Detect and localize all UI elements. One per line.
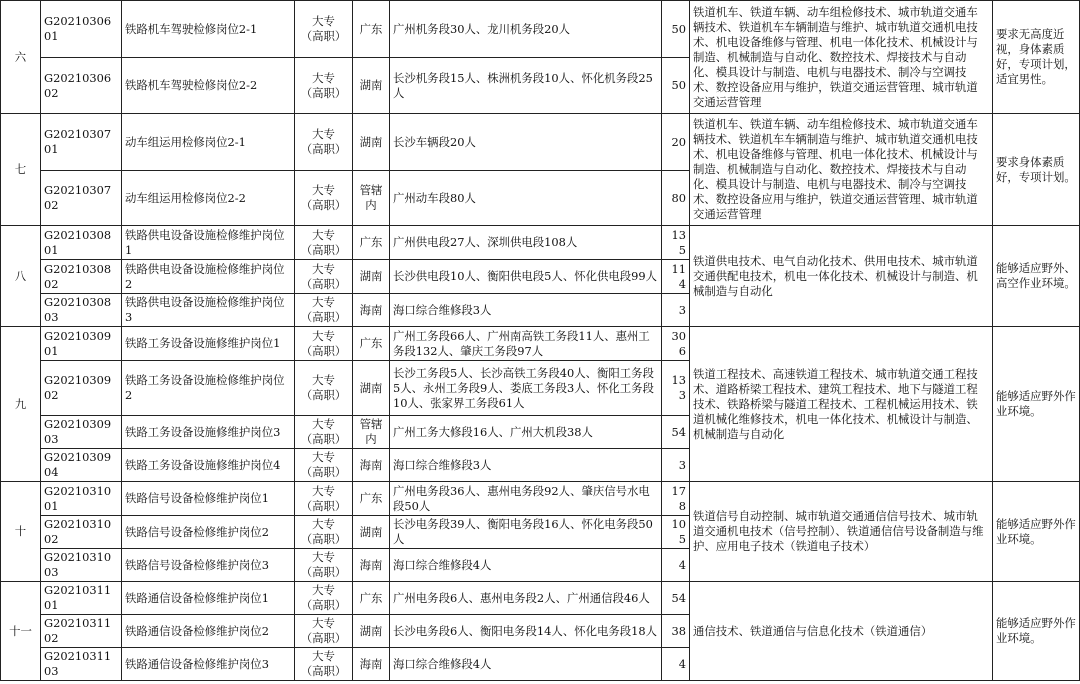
majors-cell: 铁道供电技术、电气自动化技术、供用电技术、城市轨道交通供配电技术，机电一体化技术、机械设计与制造、机械制造与自动化 bbox=[690, 226, 993, 327]
education-line: （高职） bbox=[300, 432, 347, 446]
majors-cell: 铁道机车、铁道车辆、动车组检修技术、城市轨道交通车辆技术、铁道机车车辆制造与维护、城市轨道交通机电技术、机电设备维修与管理、机电一体化技术、机械设计与制造、机械制造与自动化、数控技术、焊接技术与自动化、模具设计与制造、电机与电器技术、制冷与空调技术、数控设备应用与维护，铁道交通运营管理、城市轨道交通运营管理 bbox=[690, 1, 993, 114]
education-line: （高职） bbox=[300, 242, 347, 257]
majors-cell: 铁道机车、铁道车辆、动车组检修技术、城市轨道交通车辆技术、铁道机车车辆制造与维护、城市轨道交通机电技术、机电设备维修与管理、机电一体化技术、机械设计与制造、机械制造与自动化、数控技术、焊接技术与自动化、模具设计与制造、电机与电器技术、制冷与空调技术、数控设备应用与维护，铁道交通运营管理、城市轨道交通运营管理 bbox=[690, 114, 993, 226]
position-code-cell: G2021030904 bbox=[41, 449, 122, 482]
position-code-cell: G2021031101 bbox=[41, 582, 122, 615]
units-cell: 长沙供电段10人、衡阳供电段5人、怀化供电段99人 bbox=[390, 260, 662, 294]
education-line: （高职） bbox=[300, 343, 347, 358]
education-line: 大专 bbox=[312, 450, 335, 464]
units-cell: 长沙电务段39人、衡阳电务段16人、怀化电务段50人 bbox=[390, 516, 662, 549]
education-cell bbox=[295, 361, 353, 416]
position-code-cell: G2021030803 bbox=[41, 294, 122, 327]
position-code-cell: G2021030602 bbox=[41, 58, 122, 114]
education-cell bbox=[295, 582, 353, 615]
headcount-cell: 80 bbox=[662, 171, 690, 226]
requirement-cell: 要求身体素质好，专项计划。 bbox=[993, 114, 1080, 226]
education-cell bbox=[295, 1, 353, 58]
education-line: 大专 bbox=[312, 127, 335, 141]
units-cell: 长沙机务段15人、株洲机务段10人、怀化机务段25人 bbox=[390, 58, 662, 114]
headcount-cell: 135 bbox=[662, 226, 690, 260]
region-cell: 广东 bbox=[353, 1, 390, 58]
education-line: （高职） bbox=[300, 465, 347, 479]
units-cell: 海口综合维修段3人 bbox=[390, 294, 662, 327]
requirement-cell: 能够适应野外作业环境。 bbox=[993, 582, 1080, 681]
headcount-cell: 50 bbox=[662, 1, 690, 58]
units-cell: 广州机务段30人、龙川机务段20人 bbox=[390, 1, 662, 58]
region-cell: 广东 bbox=[353, 582, 390, 615]
education-line: 大专 bbox=[312, 14, 335, 28]
table-row bbox=[1, 482, 1080, 516]
headcount-cell: 4 bbox=[662, 648, 690, 681]
headcount-cell: 306 bbox=[662, 327, 690, 361]
education-line: （高职） bbox=[300, 276, 347, 291]
headcount-cell: 4 bbox=[662, 549, 690, 582]
position-code-cell: G2021030902 bbox=[41, 361, 122, 416]
education-line: （高职） bbox=[300, 598, 347, 612]
units-cell: 广州工务大修段16人、广州大机段38人 bbox=[390, 416, 662, 449]
position-name-cell: 铁路信号设备检修维护岗位2 bbox=[122, 516, 295, 549]
table-row bbox=[1, 327, 1080, 361]
education-cell bbox=[295, 416, 353, 449]
units-cell: 海口综合维修段3人 bbox=[390, 449, 662, 482]
position-code-cell: G2021030802 bbox=[41, 260, 122, 294]
units-cell: 海口综合维修段4人 bbox=[390, 648, 662, 681]
region-cell: 管辖内 bbox=[353, 171, 390, 226]
position-name-cell: 铁路供电设备设施检修维护岗位1 bbox=[122, 226, 295, 260]
position-code-cell: G2021030702 bbox=[41, 171, 122, 226]
region-cell: 广东 bbox=[353, 482, 390, 516]
position-code-cell: G2021030801 bbox=[41, 226, 122, 260]
units-cell: 长沙工务段5人、长沙高铁工务段40人、衡阳工务段5人、永州工务段9人、娄底工务段3人、怀化工务段10人、张家界工务段61人 bbox=[390, 361, 662, 416]
group-label-cell: 六 bbox=[1, 1, 41, 114]
position-code-cell: G2021031001 bbox=[41, 482, 122, 516]
position-code-cell: G2021030701 bbox=[41, 114, 122, 171]
education-cell bbox=[295, 516, 353, 549]
education-line: （高职） bbox=[300, 532, 347, 546]
headcount-cell: 3 bbox=[662, 449, 690, 482]
education-line: 大专 bbox=[312, 517, 335, 531]
headcount-cell: 54 bbox=[662, 416, 690, 449]
headcount-cell: 54 bbox=[662, 582, 690, 615]
education-line: （高职） bbox=[300, 388, 347, 402]
education-cell bbox=[295, 648, 353, 681]
education-line: 大专 bbox=[312, 70, 335, 85]
position-code-cell: G2021031102 bbox=[41, 615, 122, 648]
education-line: 大专 bbox=[312, 417, 335, 431]
position-code-cell: G2021031002 bbox=[41, 516, 122, 549]
education-cell bbox=[295, 294, 353, 327]
requirement-cell: 能够适应野外、高空作业环境。 bbox=[993, 226, 1080, 327]
region-cell: 海南 bbox=[353, 449, 390, 482]
position-name-cell: 铁路通信设备检修维护岗位3 bbox=[122, 648, 295, 681]
education-line: （高职） bbox=[300, 142, 347, 156]
position-name-cell: 铁路供电设备设施检修维护岗位3 bbox=[122, 294, 295, 327]
region-cell: 湖南 bbox=[353, 260, 390, 294]
majors-cell: 通信技术、铁道通信与信息化技术（铁道通信） bbox=[690, 582, 993, 681]
education-line: 大专 bbox=[312, 616, 335, 630]
table-row bbox=[1, 582, 1080, 615]
position-name-cell: 铁路机车驾驶检修岗位2-1 bbox=[122, 1, 295, 58]
units-cell: 长沙车辆段20人 bbox=[390, 114, 662, 171]
position-name-cell: 铁路工务设备设施修维护岗位1 bbox=[122, 327, 295, 361]
region-cell: 湖南 bbox=[353, 516, 390, 549]
position-name-cell: 铁路供电设备设施检修维护岗位2 bbox=[122, 260, 295, 294]
headcount-cell: 50 bbox=[662, 58, 690, 114]
headcount-cell: 20 bbox=[662, 114, 690, 171]
region-cell: 广东 bbox=[353, 226, 390, 260]
headcount-cell: 105 bbox=[662, 516, 690, 549]
education-line: 大专 bbox=[312, 261, 335, 276]
group-label-cell: 十 bbox=[1, 482, 41, 582]
region-cell: 海南 bbox=[353, 549, 390, 582]
education-line: （高职） bbox=[300, 498, 347, 513]
education-line: （高职） bbox=[300, 29, 347, 43]
position-code-cell: G2021030601 bbox=[41, 1, 122, 58]
education-line: （高职） bbox=[300, 198, 347, 212]
headcount-cell: 178 bbox=[662, 482, 690, 516]
position-name-cell: 铁路通信设备检修维护岗位2 bbox=[122, 615, 295, 648]
region-cell: 广东 bbox=[353, 327, 390, 361]
education-line: （高职） bbox=[300, 664, 347, 678]
education-line: 大专 bbox=[312, 583, 335, 597]
education-line: 大专 bbox=[312, 227, 335, 242]
education-line: 大专 bbox=[312, 295, 335, 309]
units-cell: 广州工务段66人、广州南高铁工务段11人、惠州工务段132人、肇庆工务段97人 bbox=[390, 327, 662, 361]
region-cell: 海南 bbox=[353, 294, 390, 327]
headcount-cell: 133 bbox=[662, 361, 690, 416]
position-code-cell: G2021031103 bbox=[41, 648, 122, 681]
education-cell bbox=[295, 482, 353, 516]
position-name-cell: 铁路工务设备设施检修维护岗位2 bbox=[122, 361, 295, 416]
position-name-cell: 铁路信号设备检修维护岗位3 bbox=[122, 549, 295, 582]
education-cell bbox=[295, 327, 353, 361]
units-cell: 广州供电段27人、深圳供电段108人 bbox=[390, 226, 662, 260]
region-cell: 海南 bbox=[353, 648, 390, 681]
majors-cell: 铁道信号自动控制、城市轨道交通通信信号技术、城市轨道交通机电技术（信号控制）、铁道通信信号设备制造与维护、应用电子技术（铁道电子技术） bbox=[690, 482, 993, 582]
education-line: 大专 bbox=[312, 483, 335, 498]
education-line: 大专 bbox=[312, 649, 335, 663]
education-line: 大专 bbox=[312, 373, 335, 387]
requirement-cell: 能够适应野外作业环境。 bbox=[993, 482, 1080, 582]
position-code-cell: G2021030903 bbox=[41, 416, 122, 449]
requirement-cell: 能够适应野外作业环境。 bbox=[993, 327, 1080, 482]
units-cell: 广州动车段80人 bbox=[390, 171, 662, 226]
group-label-cell: 九 bbox=[1, 327, 41, 482]
position-name-cell: 铁路信号设备检修维护岗位1 bbox=[122, 482, 295, 516]
education-line: （高职） bbox=[300, 565, 347, 579]
group-label-cell: 十一 bbox=[1, 582, 41, 681]
units-cell: 海口综合维修段4人 bbox=[390, 549, 662, 582]
region-cell: 湖南 bbox=[353, 615, 390, 648]
units-cell: 广州电务段36人、惠州电务段92人、肇庆信号水电段50人 bbox=[390, 482, 662, 516]
position-code-cell: G2021031003 bbox=[41, 549, 122, 582]
group-label-cell: 八 bbox=[1, 226, 41, 327]
headcount-cell: 3 bbox=[662, 294, 690, 327]
education-cell bbox=[295, 114, 353, 171]
region-cell: 湖南 bbox=[353, 361, 390, 416]
education-cell bbox=[295, 58, 353, 114]
education-cell bbox=[295, 449, 353, 482]
position-name-cell: 动车组运用检修岗位2-2 bbox=[122, 171, 295, 226]
position-code-cell: G2021030901 bbox=[41, 327, 122, 361]
education-cell bbox=[295, 171, 353, 226]
position-name-cell: 铁路通信设备检修维护岗位1 bbox=[122, 582, 295, 615]
headcount-cell: 114 bbox=[662, 260, 690, 294]
education-line: （高职） bbox=[300, 631, 347, 645]
units-cell: 长沙电务段6人、衡阳电务段14人、怀化电务段18人 bbox=[390, 615, 662, 648]
education-line: 大专 bbox=[312, 550, 335, 564]
group-label-cell: 七 bbox=[1, 114, 41, 226]
table-row bbox=[1, 114, 1080, 171]
education-line: （高职） bbox=[300, 310, 347, 324]
table-row bbox=[1, 1, 1080, 58]
region-cell: 湖南 bbox=[353, 58, 390, 114]
education-line: 大专 bbox=[312, 328, 335, 343]
position-name-cell: 动车组运用检修岗位2-1 bbox=[122, 114, 295, 171]
position-name-cell: 铁路机车驾驶检修岗位2-2 bbox=[122, 58, 295, 114]
units-cell: 广州电务段6人、惠州电务段2人、广州通信段46人 bbox=[390, 582, 662, 615]
position-name-cell: 铁路工务设备设施修维护岗位4 bbox=[122, 449, 295, 482]
education-cell bbox=[295, 226, 353, 260]
requirement-cell: 要求无高度近视，身体素质好，专项计划，适宜男性。 bbox=[993, 1, 1080, 114]
education-line: （高职） bbox=[300, 85, 347, 100]
education-line: 大专 bbox=[312, 183, 335, 197]
headcount-cell: 38 bbox=[662, 615, 690, 648]
education-cell bbox=[295, 549, 353, 582]
education-cell bbox=[295, 260, 353, 294]
region-cell: 管辖内 bbox=[353, 416, 390, 449]
position-name-cell: 铁路工务设备设施修维护岗位3 bbox=[122, 416, 295, 449]
table-row bbox=[1, 226, 1080, 260]
education-cell bbox=[295, 615, 353, 648]
region-cell: 湖南 bbox=[353, 114, 390, 171]
majors-cell: 铁道工程技术、高速铁道工程技术、城市轨道交通工程技术、道路桥梁工程技术、建筑工程技术、地下与隧道工程技术、铁路桥梁与隧道工程技术、工程机械运用技术、铁道机械化维修技术，机电一体化技术、机械设计与制造、机械制造与自动化 bbox=[690, 327, 993, 482]
